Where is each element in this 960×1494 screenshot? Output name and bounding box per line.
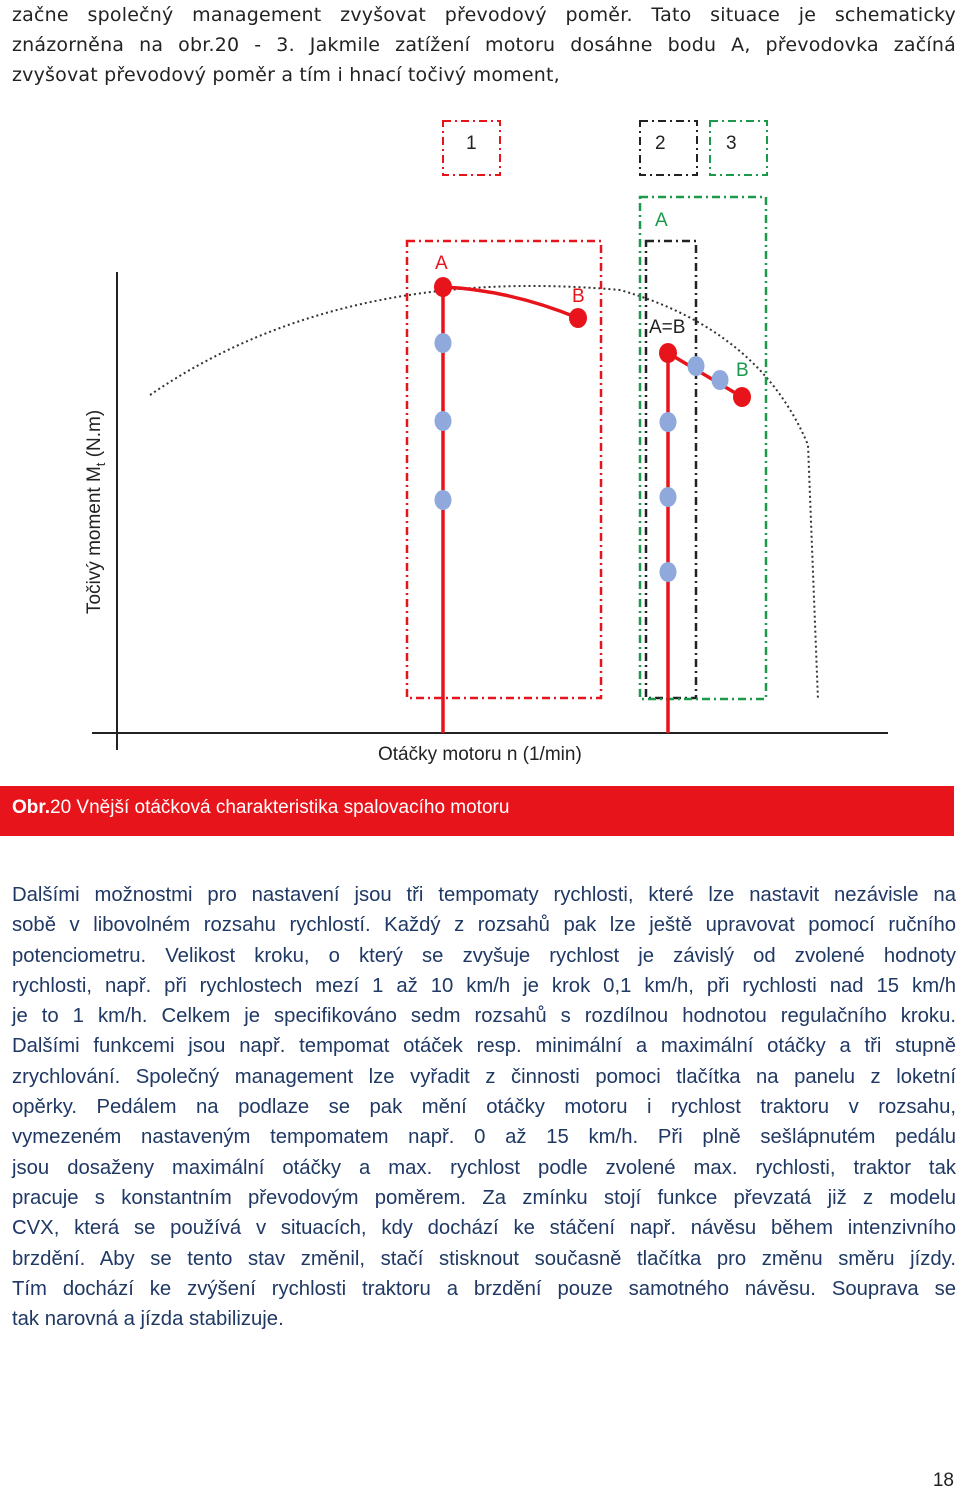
legend-label-3: 3 [726, 133, 737, 154]
body-line: je to 1 km/h. Celkem je specifikováno sedm rozsahů s rozdílnou hodnotou regulačního kroku. [12, 1005, 956, 1028]
body-line: Dalšími funkcemi jsou např. tempomat otáček resp. minimální a maximální otáčky a tři stupně [12, 1035, 956, 1058]
body-line: opěrky. Pedálem na podlaze se pak mění otáčky motoru i rychlost traktoru v rozsahu, [12, 1096, 956, 1119]
y-axis-label: Točivý moment $M_t$ (N.m) [84, 409, 108, 614]
range-box-2 [646, 241, 696, 698]
blue-point [435, 411, 452, 431]
blue-point [435, 333, 452, 353]
torque-diagram [0, 110, 900, 778]
body-line: Dalšími možnostmi pro nastavení jsou tři tempomaty rychlosti, které lze nastavit nezávisle na [12, 884, 956, 906]
blue-point [712, 370, 729, 390]
point-b2-marker [733, 387, 751, 407]
page-number: 18 [932, 1470, 954, 1491]
range-box-3 [640, 197, 766, 699]
label-b-green: B [736, 360, 749, 381]
range-box-1 [407, 241, 601, 698]
figure-caption [12, 797, 509, 819]
torque-curve [150, 286, 818, 700]
body-line: vymezeném nastaveným tempomatem např. 0 až 15 km/h. Při plně sešlápnutém pedálu [12, 1126, 956, 1149]
label-b1: B [572, 286, 585, 307]
body-line: CVX, která se používá v situacích, kdy dochází ke stáčení např. návěsu během intenzivního [12, 1217, 956, 1240]
body-line: potenciometru. Velikost kroku, o který se zvyšuje rychlost je závislý od zvolené hodnoty [12, 944, 956, 967]
body-line: brzdění. Aby se tento stav změnil, stačí stisknout současně tlačítka pro změnu směru jízdy. [12, 1247, 956, 1270]
body-line: tak narovná a jízda stabilizuje. [12, 1308, 284, 1331]
point-ab-marker [659, 343, 677, 363]
caption-text: 20 Vnější otáčková charakteristika spalovacího motoru [50, 797, 510, 818]
body-line: rychlosti, např. při rychlostech mezí 1 až 10 km/h je krok 0,1 km/h, při rychlosti nad 15 km/h [12, 974, 956, 997]
label-a1: A [435, 253, 448, 274]
body-line: jsou dosaženy maximální otáčky a max. rychlost podle zvolené max. rychlosti, traktor tak [12, 1156, 956, 1179]
body-line: sobě v libovolném rozsahu rychlostí. Každý z rozsahů pak lze ještě upravovat pomocí ručního [12, 914, 956, 937]
caption-prefix: Obr. [12, 797, 51, 818]
intro-line: zvyšovat převodový poměr a tím i hnací točivý moment, [12, 64, 560, 86]
label-ab: A=B [649, 317, 686, 338]
legend-label-2: 2 [655, 133, 666, 154]
gear-curve-2 [668, 353, 742, 397]
body-line: zrychlování. Společný management lze vyřadit z činnosti pomoci tlačítka na panelu z loketní [12, 1065, 956, 1088]
blue-point [688, 356, 705, 376]
gear-curve-1 [443, 287, 578, 318]
legend-box-3 [710, 121, 767, 175]
point-a1-marker [434, 277, 452, 297]
body-line: pracuje s konstantním převodovým poměrem. Za zmínku stojí funkce převzatá již z modelu [12, 1186, 956, 1209]
blue-point [435, 490, 452, 510]
intro-paragraph [12, 0, 956, 90]
x-axis-label: Otáčky motoru n (1/min) [378, 744, 582, 765]
point-b1-marker [569, 308, 587, 328]
intro-line: znázorněna na obr.20 - 3. Jakmile zatížení motoru dosáhne bodu A, převodovka začíná [12, 34, 956, 56]
intro-line: začne společný management zvyšovat převodový poměr. Tato situace je schematicky [12, 4, 956, 26]
blue-point [660, 487, 677, 507]
blue-point [660, 562, 677, 582]
legend-box-2 [640, 121, 697, 175]
body-line: Tím dochází ke zvýšení rychlosti traktoru a brzdění pouze samotného návěsu. Souprava se [12, 1277, 956, 1300]
legend-label-1: 1 [466, 133, 477, 154]
body-paragraph [12, 880, 956, 1334]
blue-point [660, 412, 677, 432]
label-a-green: A [655, 210, 668, 231]
